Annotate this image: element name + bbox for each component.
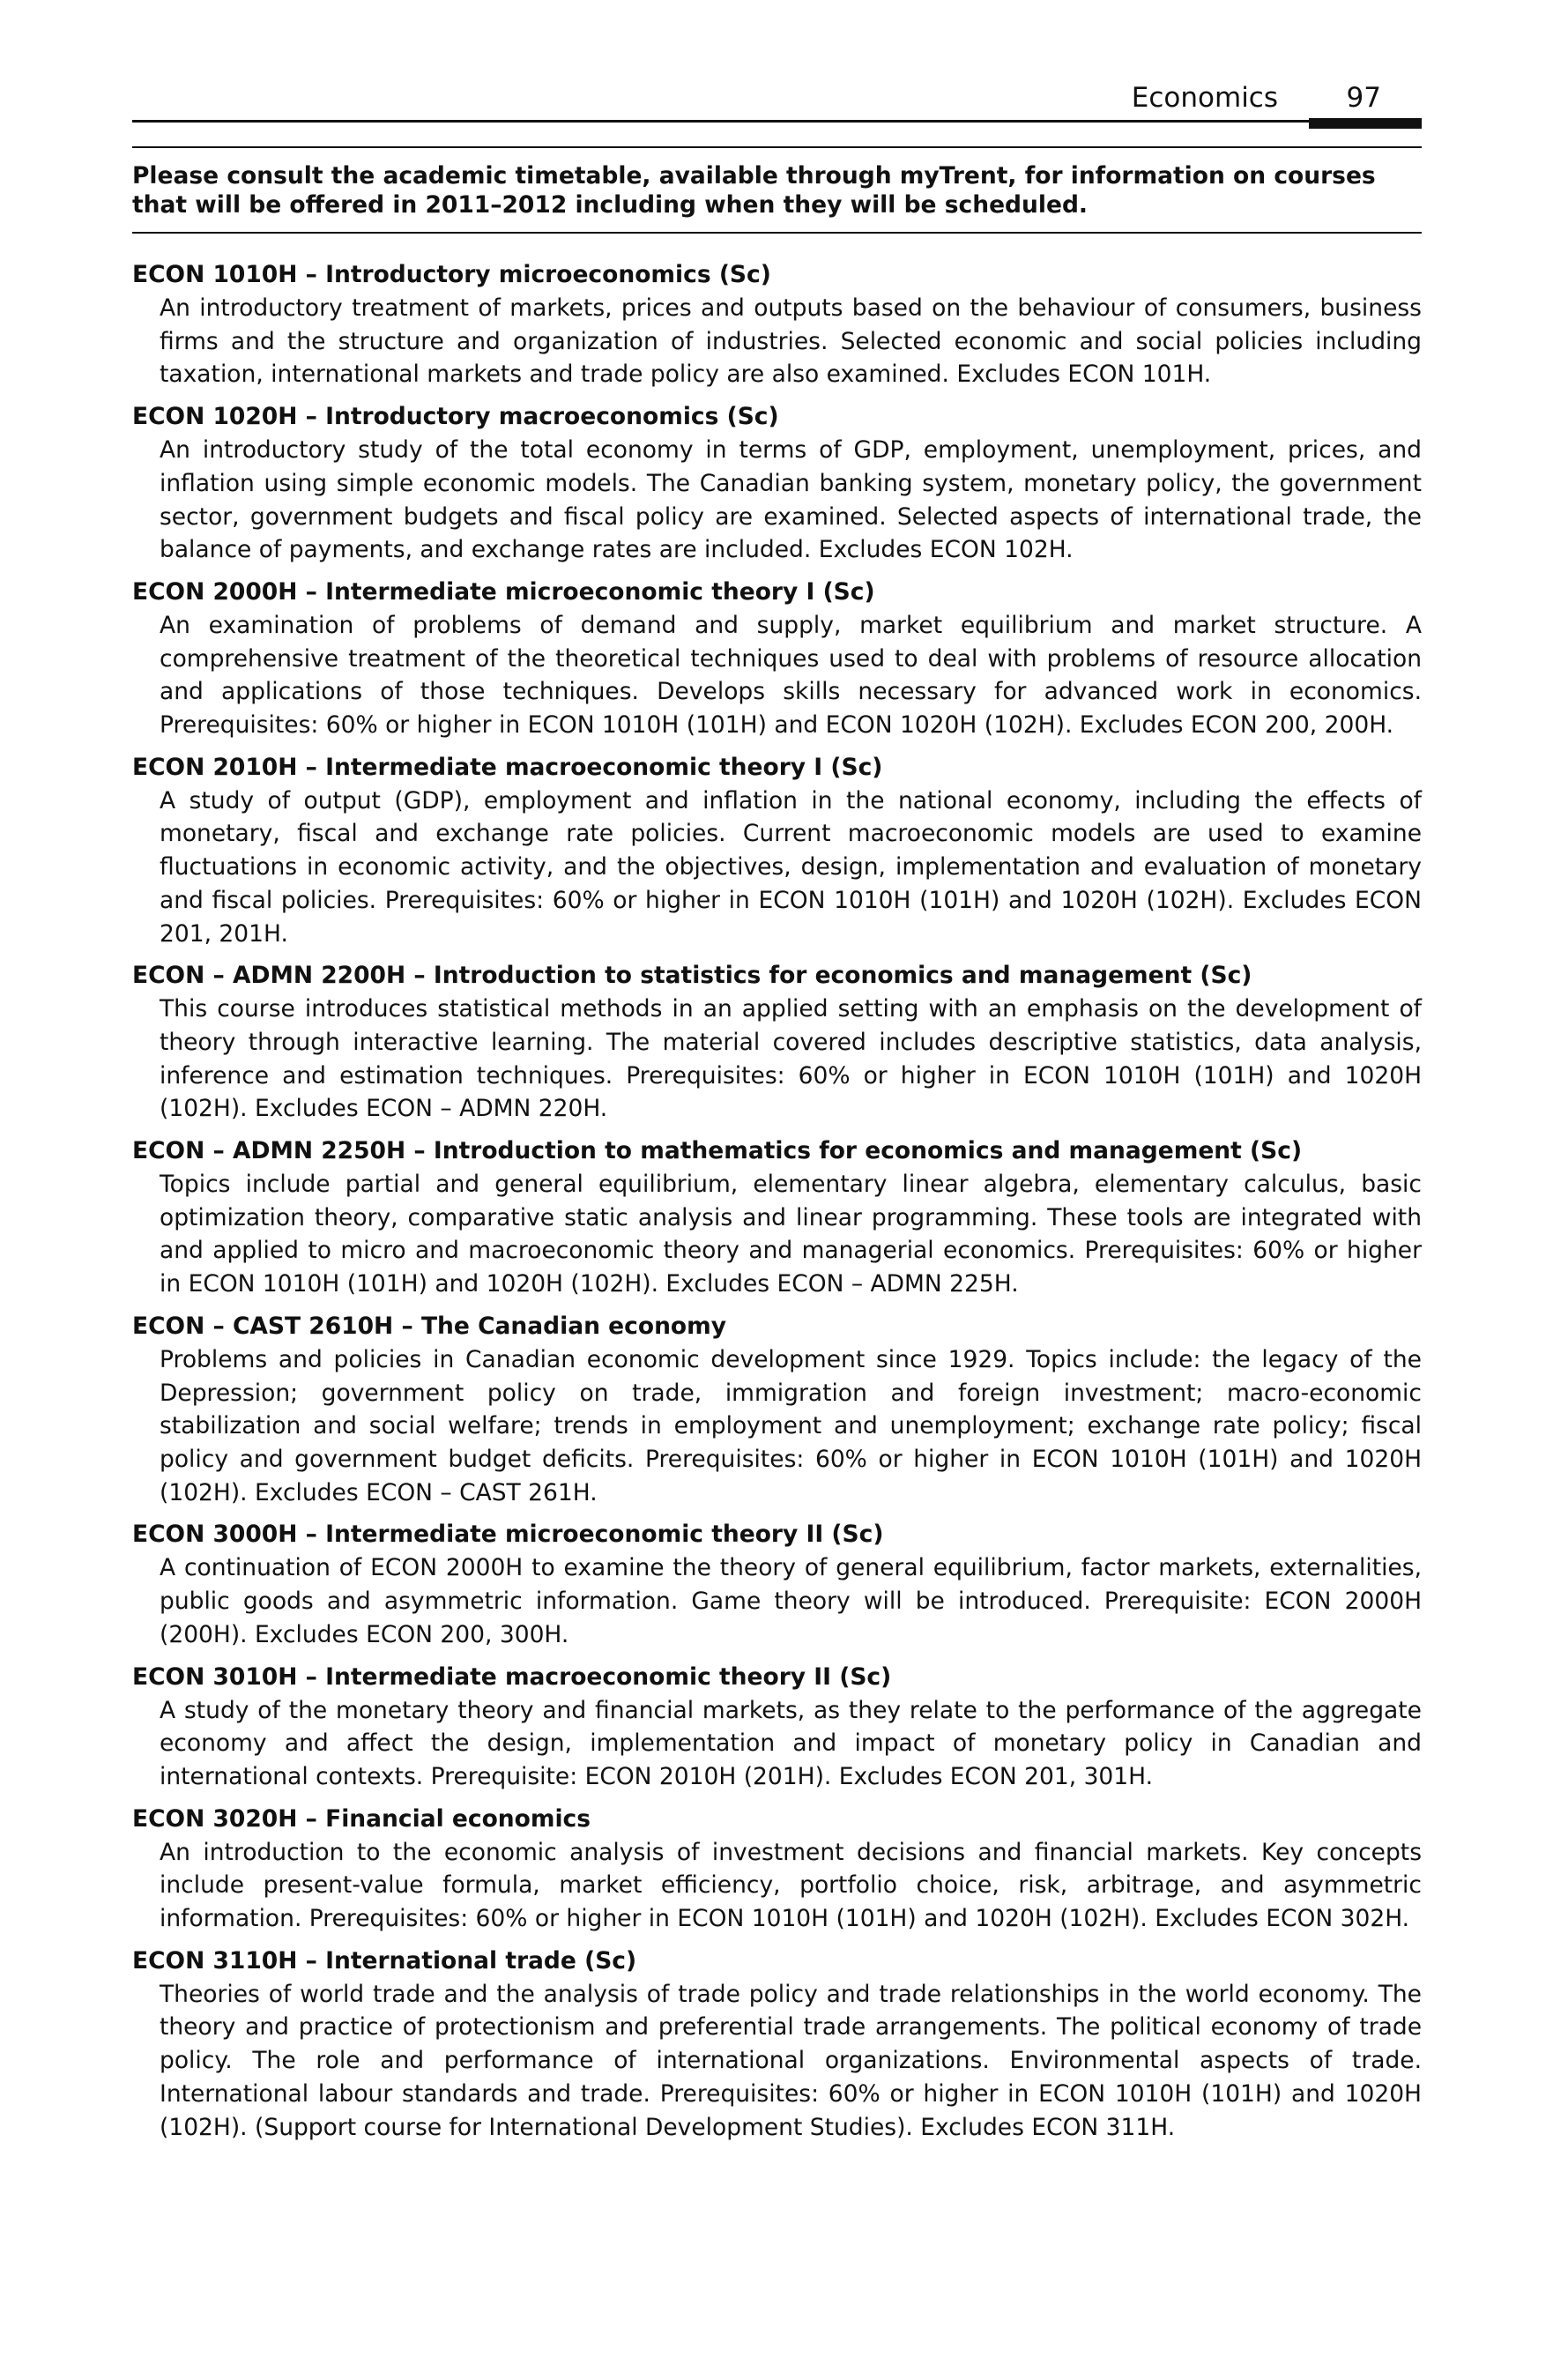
course-description: A study of the monetary theory and financial markets, as they relate to the performance of the aggregate economy and affect the design, implementation and impact of monetary policy in Canadian and international contexts. Prerequisite: ECON 2010H (201H). Excludes ECON 201, 301H. <box>160 1696 1422 1790</box>
course-title: ECON – ADMN 2200H – Introduction to statistics for economics and management (Sc) <box>132 962 1252 990</box>
course-entry <box>132 1310 1422 1510</box>
course-entry <box>132 576 1422 742</box>
course-description: Problems and policies in Canadian economic development since 1929. Topics include: the legacy of the Depression; government policy on trade, immigration and foreign investment; macro-economic stabilization and social welfare; trends in employment and unemployment; exchange rate policy; fiscal policy and government budget deficits. Prerequisites: 60% or higher in ECON 1010H (101H) and 1020H (102H). Excludes ECON – CAST 261H. <box>160 1345 1422 1506</box>
course-title: ECON 2000H – Intermediate microeconomic theory I (Sc) <box>132 577 875 606</box>
course-entry <box>132 258 1422 391</box>
course-title: ECON 3020H – Financial economics <box>132 1804 591 1833</box>
course-title: ECON 1010H – Introductory microeconomics (Sc) <box>132 261 771 288</box>
course-description: An introductory study of the total economy in terms of GDP, employment, unemployment, prices, and inflation using simple economic models. The Canadian banking system, monetary policy, the government sector, government budgets and fiscal policy are examined. Selected aspects of international trade, the balance of payments, and exchange rates are included. Excludes ECON 102H. <box>160 436 1422 564</box>
course-description: A continuation of ECON 2000H to examine the theory of general equilibrium, factor markets, externalities, public goods and asymmetric information. Game theory will be introduced. Prerequisite: ECON 2000H (200H). Excludes ECON 200, 300H. <box>160 1554 1422 1648</box>
course-list <box>132 258 1422 2153</box>
course-description: This course introduces statistical methods in an applied setting with an emphasis on the development of theory through interactive learning. The material covered includes descriptive statistics, data analysis, inference and estimation techniques. Prerequisites: 60% or higher in ECON 1010H (101H) and 1020H (102H). Excludes ECON – ADMN 220H. <box>160 995 1422 1123</box>
course-entry <box>132 959 1422 1126</box>
course-description: Topics include partial and general equilibrium, elementary linear algebra, elementary calculus, basic optimization theory, comparative static analysis and linear programming. These tools are integrated with and applied to micro and macroeconomic theory and managerial economics. Prerequisites: 60% or higher in ECON 1010H (101H) and 1020H (102H). Excludes ECON – ADMN 225H. <box>160 1171 1422 1298</box>
course-description: An introduction to the economic analysis of investment decisions and financial markets. Key concepts include present-value formula, market efficiency, portfolio choice, risk, arbitrage, and asymmetric information. Prerequisites: 60% or higher in ECON 1010H (101H) and 1020H (102H). Excludes ECON 302H. <box>160 1838 1422 1933</box>
section-tab-mark <box>1309 118 1422 129</box>
running-head-section: Economics <box>1131 82 1278 114</box>
course-description: An examination of problems of demand and supply, market equilibrium and market structure. A comprehensive treatment of the theoretical techniques used to deal with problems of resource allocation and applications of those techniques. Develops skills necessary for advanced work in economics. Prerequisites: 60% or higher in ECON 1010H (101H) and ECON 1020H (102H). Excludes ECON 200, 200H. <box>160 611 1422 740</box>
course-description: Theories of world trade and the analysis of trade policy and trade relationships in the world economy. The theory and practice of protectionism and preferential trade arrangements. The political economy of trade policy. The role and performance of international organizations. Environmental aspects of trade. International labour standards and trade. Prerequisites: 60% or higher in ECON 1010H (101H) and 1020H (102H). (Support course for International Development Studies). Excludes ECON 311H. <box>160 1980 1422 2141</box>
course-title: ECON – ADMN 2250H – Introduction to mathematics for economics and management (Sc) <box>132 1137 1303 1165</box>
course-description: A study of output (GDP), employment and inflation in the national economy, including the effects of monetary, fiscal and exchange rate policies. Current macroeconomic models are used to examine fluctuations in economic activity, and the objectives, design, implementation and evaluation of monetary and fiscal policies. Prerequisites: 60% or higher in ECON 1010H (101H) and 1020H (102H). Excludes ECON 201, 201H. <box>160 786 1422 948</box>
course-entry <box>132 1134 1422 1301</box>
course-entry <box>132 1661 1422 1794</box>
timetable-notice: Please consult the academic timetable, available through myTrent, for information on courses that will be offered in 2011–2012 including when they will be scheduled. <box>132 162 1376 219</box>
course-entry <box>132 1803 1422 1936</box>
page-number: 97 <box>1346 82 1381 114</box>
course-title: ECON 2010H – Intermediate macroeconomic theory I (Sc) <box>132 753 883 781</box>
course-title: ECON 3000H – Intermediate microeconomic theory II (Sc) <box>132 1521 884 1549</box>
course-title: ECON 1020H – Introductory macroeconomics (Sc) <box>132 403 779 431</box>
running-head <box>132 78 1422 123</box>
calendar-page <box>132 78 1422 2141</box>
course-entry <box>132 400 1422 567</box>
course-entry <box>132 1518 1422 1651</box>
course-description: An introductory treatment of markets, prices and outputs based on the behaviour of consumers, business firms and the structure and organization of industries. Selected economic and social policies including taxation, international markets and trade policy are also examined. Excludes ECON 101H. <box>160 294 1422 389</box>
course-title: ECON 3110H – International trade (Sc) <box>132 1946 637 1975</box>
course-title: ECON 3010H – Intermediate macroeconomic theory II (Sc) <box>132 1662 892 1691</box>
course-title: ECON – CAST 2610H – The Canadian economy <box>132 1312 727 1340</box>
header-rule <box>132 120 1422 123</box>
course-entry <box>132 751 1422 951</box>
notice-bottom-rule <box>132 232 1422 234</box>
course-entry <box>132 1945 1422 2145</box>
notice-top-rule <box>132 146 1422 148</box>
